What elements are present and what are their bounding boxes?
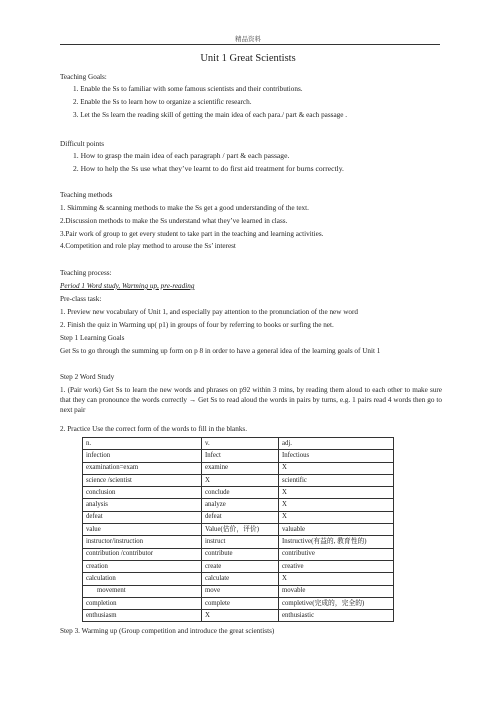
table-cell: contribution /contributor: [83, 548, 202, 560]
table-row: [83, 474, 394, 486]
table-cell: instructor/instruction: [83, 536, 202, 548]
table-row: [83, 585, 394, 597]
table-cell: X: [279, 573, 394, 585]
table-row: [83, 524, 394, 536]
table-row: [83, 573, 394, 585]
goals-heading: Teaching Goals:: [60, 73, 107, 81]
table-cell: defeat: [83, 511, 202, 523]
period-title: Period 1 Word study, Warming up, pre-reading: [60, 282, 195, 290]
table-row: [83, 487, 394, 499]
table-cell: infection: [83, 450, 202, 462]
table-header-row: [83, 438, 394, 450]
method-item: 4.Competition and role play method to arouse the Ss’ interest: [60, 242, 236, 250]
table-cell: Infectious: [279, 450, 394, 462]
table-cell: conclude: [202, 487, 279, 499]
step2-heading: Step 2 Word Study: [60, 373, 115, 381]
table-cell: create: [202, 560, 279, 572]
table-cell: X: [202, 610, 279, 622]
difficult-heading: Difficult points: [60, 140, 104, 148]
table-cell: completion: [83, 597, 202, 609]
method-item: 3.Pair work of group to get every student to take part in the teaching and learning activities.: [60, 230, 324, 238]
table-cell: complete: [202, 597, 279, 609]
table-row: [83, 511, 394, 523]
table-row: [83, 560, 394, 572]
table-cell: enthusiastic: [279, 610, 394, 622]
method-item: 2.Discussion methods to make the Ss understand what they’ve learned in class.: [60, 217, 288, 225]
table-cell: enthusiasm: [83, 610, 202, 622]
table-cell: value: [83, 524, 202, 536]
goal-item: 3. Let the Ss learn the reading skill of getting the main idea of each para./ part & each passage .: [73, 111, 348, 119]
table-cell: contributive: [279, 548, 394, 560]
difficult-item: 2. How to help the Ss use what they’ve learnt to do first aid treatment for burns correctly.: [73, 164, 344, 173]
step3-heading: Step 3. Warming up (Group competition and introduce the great scientists): [60, 627, 275, 635]
page-header: 精品资料: [235, 36, 261, 43]
page-title: Unit 1 Great Scientists: [200, 53, 296, 64]
word-form-table: [82, 437, 394, 622]
table-cell: movement: [83, 585, 202, 597]
table-row: [83, 450, 394, 462]
table-cell: valuable: [279, 524, 394, 536]
step1-text: Get Ss to go through the summing up form on p 8 in order to have a general idea of the learning goals of Unit 1: [60, 347, 381, 355]
header-divider: [60, 44, 440, 45]
table-cell: defeat: [202, 511, 279, 523]
table-cell: scientific: [279, 474, 394, 486]
goal-item: 1. Enable the Ss to familiar with some famous scientists and their contributions.: [73, 85, 303, 93]
table-cell: examine: [202, 462, 279, 474]
table-cell: science /scientist: [83, 474, 202, 486]
table-row: [83, 610, 394, 622]
goal-item: 2. Enable the Ss to learn how to organize a scientific research.: [73, 98, 252, 106]
table-cell: move: [202, 585, 279, 597]
preclass-item: 2. Finish the quiz in Warming up( p1) in groups of four by referring to books or surfing the net.: [60, 321, 334, 329]
table-cell: creative: [279, 560, 394, 572]
table-cell: instruct: [202, 536, 279, 548]
preclass-heading: Pre-class task:: [60, 295, 102, 303]
table-row: [83, 499, 394, 511]
table-row: [83, 597, 394, 609]
table-cell: Value(估价，评价): [202, 524, 279, 536]
process-heading: Teaching process:: [60, 269, 112, 277]
table-cell: calculate: [202, 573, 279, 585]
table-cell: examination=exam: [83, 462, 202, 474]
table-cell: X: [279, 487, 394, 499]
table-header: adj.: [279, 438, 394, 450]
table-cell: completive(完成的，完全的): [279, 597, 394, 609]
method-item: 1. Skimming & scanning methods to make the Ss get a good understanding of the text.: [60, 204, 309, 212]
table-cell: X: [279, 462, 394, 474]
table-row: [83, 548, 394, 560]
table-cell: analyze: [202, 499, 279, 511]
step2-item: 1. (Pair work) Get Ss to learn the new words and phrases on p92 within 3 mins, by reading them aloud to each other to make sure that they can pronounce the words correctly → Get Ss to read aloud the words in pairs by turns, e.g. 1 pairs read 4 words then go to next pair: [60, 386, 442, 414]
step1-heading: Step 1 Learning Goals: [60, 334, 125, 342]
table-cell: X: [279, 499, 394, 511]
table-cell: Instructive(有益的, 教育性的): [279, 536, 394, 548]
methods-heading: Teaching methods: [60, 191, 113, 199]
table-cell: X: [279, 511, 394, 523]
table-cell: movable: [279, 585, 394, 597]
table-cell: conclusion: [83, 487, 202, 499]
table-cell: creation: [83, 560, 202, 572]
table-header: v.: [202, 438, 279, 450]
table-cell: analysis: [83, 499, 202, 511]
table-row: [83, 536, 394, 548]
table-cell: X: [202, 474, 279, 486]
table-cell: contribute: [202, 548, 279, 560]
preclass-item: 1. Preview new vocabulary of Unit 1, and especially pay attention to the pronunciation of the new word: [60, 308, 358, 316]
table-row: [83, 462, 394, 474]
table-header: n.: [83, 438, 202, 450]
table-cell: Infect: [202, 450, 279, 462]
table-cell: calculation: [83, 573, 202, 585]
step2-item: 2. Practice Use the correct form of the words to fill in the blanks.: [60, 425, 248, 433]
difficult-item: 1. How to grasp the main idea of each paragraph / part & each passage.: [73, 151, 290, 160]
